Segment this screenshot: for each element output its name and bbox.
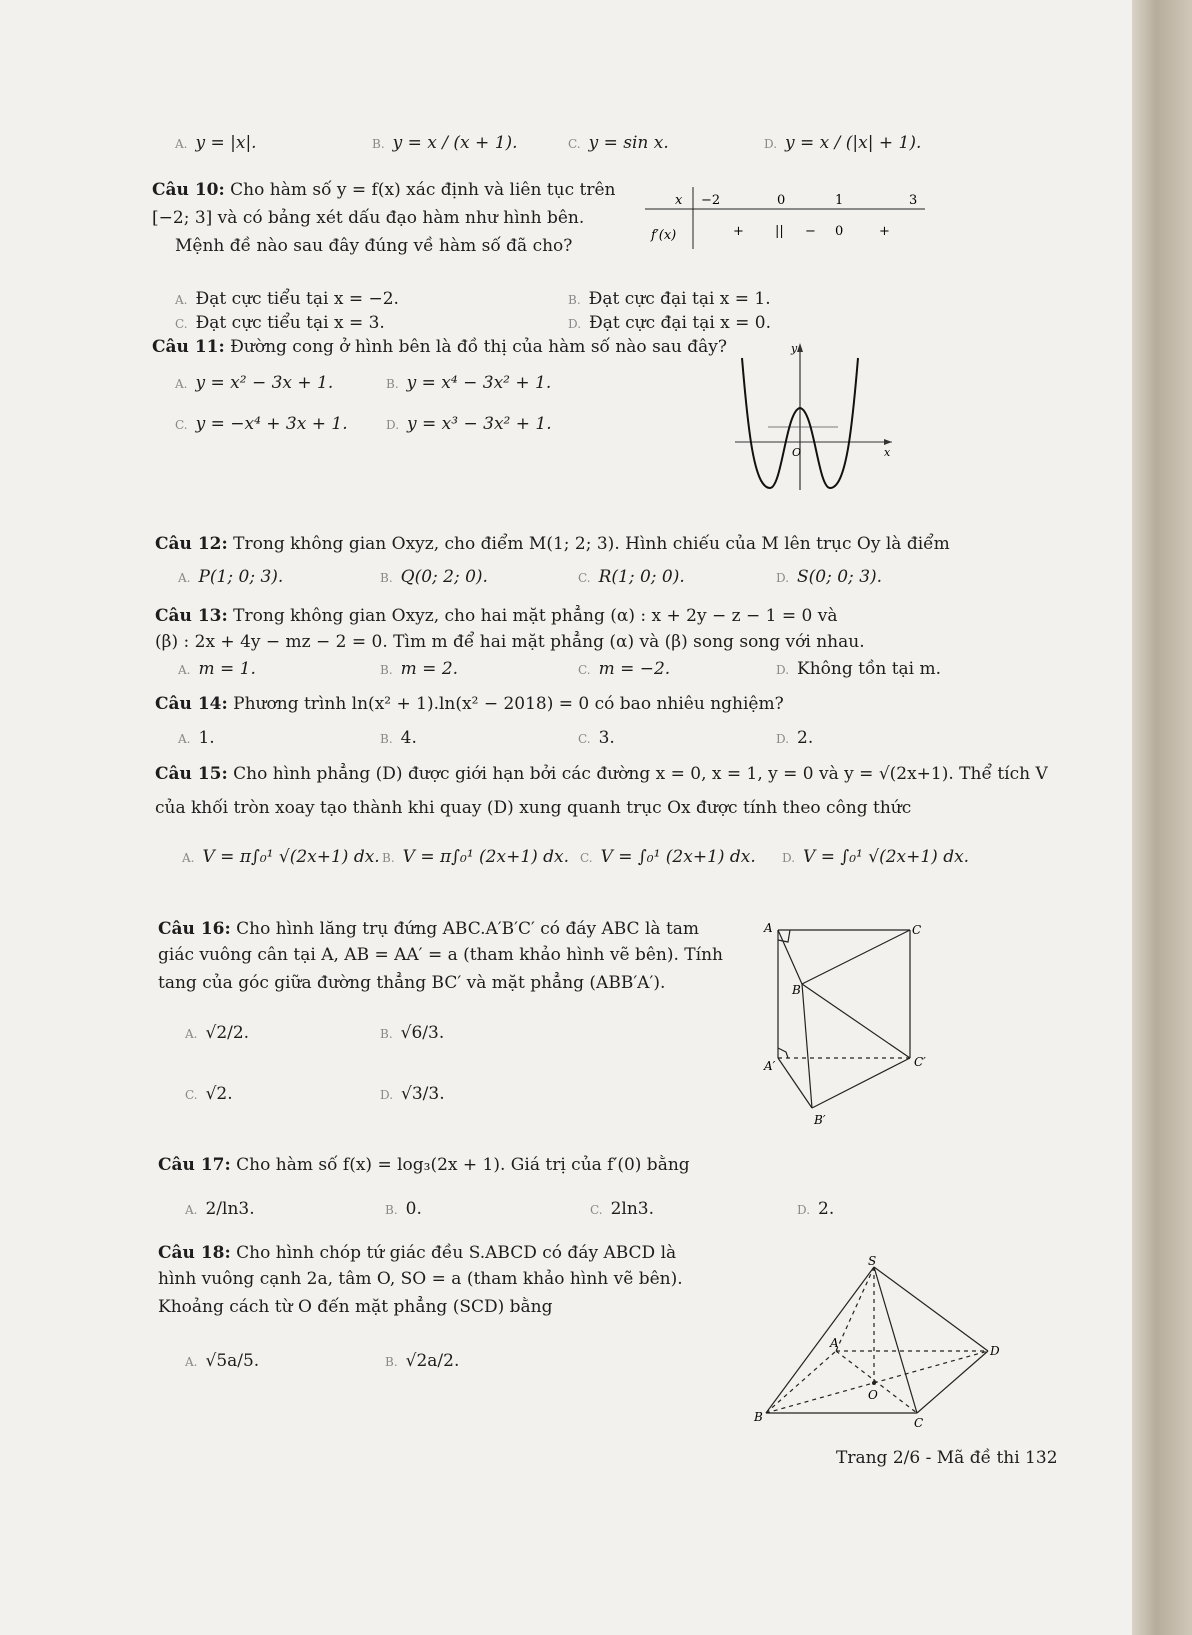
q17-option-a: A. 2/ln3. xyxy=(185,1199,255,1219)
table-x1: −2 xyxy=(701,193,721,208)
table-sign5: + xyxy=(879,224,890,239)
q18-option-b: B. √2a/2. xyxy=(385,1351,460,1371)
q11-option-b: B. y = x⁴ − 3x² + 1. xyxy=(386,373,552,393)
q17-option-d: D. 2. xyxy=(797,1199,835,1219)
q18-option-a: A. √5a/5. xyxy=(185,1351,260,1371)
q10-option-d: D. Đạt cực đại tại x = 0. xyxy=(568,313,772,333)
q10-line1: Câu 10: Cho hàm số y = f(x) xác định và liên tục trên xyxy=(152,180,616,200)
y-axis-label: y xyxy=(791,342,798,355)
q13-line2: (β) : 2x + 4y − mz − 2 = 0. Tìm m để hai mặt phẳng (α) và (β) song song với nhau. xyxy=(155,632,865,652)
table-x2: 0 xyxy=(777,193,786,208)
label-B: B xyxy=(792,983,801,997)
origin-label: O xyxy=(792,446,802,459)
table-x3: 1 xyxy=(835,193,844,208)
table-sign1: + xyxy=(733,224,744,239)
q15-option-b: B. V = π∫₀¹ (2x+1) dx. xyxy=(382,847,570,867)
center-point xyxy=(872,1381,876,1385)
label-A1: A′ xyxy=(764,1059,776,1073)
q13-option-d: D. Không tồn tại m. xyxy=(776,659,942,679)
label-S: S xyxy=(868,1255,877,1268)
q11-stem: Câu 11: Đường cong ở hình bên là đồ thị của hàm số nào sau đây? xyxy=(152,337,728,357)
paper-edge xyxy=(1132,0,1192,1635)
q13-option-b: B. m = 2. xyxy=(380,659,459,679)
q10-option-a: A. Đạt cực tiểu tại x = −2. xyxy=(175,289,399,309)
q12-option-c: C. R(1; 0; 0). xyxy=(578,567,685,587)
q14-option-a: A. 1. xyxy=(178,728,215,748)
q12-option-d: D. S(0; 0; 3). xyxy=(776,567,883,587)
q15-option-a: A. V = π∫₀¹ √(2x+1) dx. xyxy=(182,847,380,867)
table-sign3: − xyxy=(805,224,816,239)
q11-option-a: A. y = x² − 3x + 1. xyxy=(175,373,334,393)
label-C: C xyxy=(914,1416,924,1430)
q10-line3: Mệnh đề nào sau đây đúng về hàm số đã cho? xyxy=(175,236,573,256)
x-axis-arrow-icon xyxy=(884,439,892,445)
q11-graph xyxy=(730,340,900,500)
page-footer: Trang 2/6 - Mã đề thi 132 xyxy=(836,1448,1058,1468)
table-sign2: || xyxy=(775,224,784,239)
x-axis-label: x xyxy=(884,446,891,459)
q16-line1: Câu 16: Cho hình lăng trụ đứng ABC.A′B′C′ có đáy ABC là tam xyxy=(158,919,700,939)
q10-sign-table xyxy=(645,185,935,255)
q13-line1: Câu 13: Trong không gian Oxyz, cho hai mặt phẳng (α) : x + 2y − z − 1 = 0 và xyxy=(155,606,838,626)
q13-option-a: A. m = 1. xyxy=(178,659,256,679)
q12-option-a: A. P(1; 0; 3). xyxy=(178,567,284,587)
q12-option-b: B. Q(0; 2; 0). xyxy=(380,567,488,587)
q9-option-c: C. y = sin x. xyxy=(568,133,669,153)
q15-option-d: D. V = ∫₀¹ √(2x+1) dx. xyxy=(782,847,970,867)
label-C1: C′ xyxy=(914,1055,926,1069)
q14-option-c: C. 3. xyxy=(578,728,615,748)
q15-line2: của khối tròn xoay tạo thành khi quay (D) xung quanh trục Ox được tính theo công thức xyxy=(155,798,912,818)
q18-pyramid-figure xyxy=(752,1255,1012,1440)
table-x4: 3 xyxy=(909,193,918,208)
label-A: A xyxy=(764,921,773,935)
q9-option-a: A. y = |x|. xyxy=(175,133,257,153)
q9-option-d: D. y = x / (|x| + 1). xyxy=(764,133,922,153)
q18-line2: hình vuông cạnh 2a, tâm O, SO = a (tham khảo hình vẽ bên). xyxy=(158,1269,683,1289)
q11-option-d: D. y = x³ − 3x² + 1. xyxy=(386,414,552,434)
q10-line2: [−2; 3] và có bảng xét dấu đạo hàm như hình bên. xyxy=(152,208,585,228)
q15-option-c: C. V = ∫₀¹ (2x+1) dx. xyxy=(580,847,756,867)
q16-line3: tang của góc giữa đường thẳng BC′ và mặt phẳng (ABB′A′). xyxy=(158,973,666,993)
label-A: A xyxy=(830,1336,839,1350)
q16-option-b: B. √6/3. xyxy=(380,1023,445,1043)
q15-line1: Câu 15: Cho hình phẳng (D) được giới hạn bởi các đường x = 0, x = 1, y = 0 và y = √(2x+1). Thể tích V xyxy=(155,764,1048,784)
q13-option-c: C. m = −2. xyxy=(578,659,671,679)
q10-option-b: B. Đạt cực đại tại x = 1. xyxy=(568,289,771,309)
q16-option-a: A. √2/2. xyxy=(185,1023,250,1043)
q18-line1: Câu 18: Cho hình chóp tứ giác đều S.ABCD có đáy ABCD là xyxy=(158,1243,677,1263)
q16-option-c: C. √2. xyxy=(185,1084,233,1104)
q9-option-b: B. y = x / (x + 1). xyxy=(372,133,518,153)
label-C: C xyxy=(912,923,922,937)
q18-line3: Khoảng cách từ O đến mặt phẳng (SCD) bằng xyxy=(158,1297,553,1317)
label-B1: B′ xyxy=(814,1113,826,1127)
q16-line2: giác vuông cân tại A, AB = AA′ = a (tham khảo hình vẽ bên). Tính xyxy=(158,945,723,965)
q10-option-c: C. Đạt cực tiểu tại x = 3. xyxy=(175,313,385,333)
q11-option-c: C. y = −x⁴ + 3x + 1. xyxy=(175,414,348,434)
q16-prism-figure xyxy=(760,918,940,1138)
q17-stem: Câu 17: Cho hàm số f(x) = log₃(2x + 1). Giá trị của f′(0) bằng xyxy=(158,1155,690,1175)
q17-option-c: C. 2ln3. xyxy=(590,1199,654,1219)
table-row1-label: x xyxy=(675,193,683,208)
table-sign4: 0 xyxy=(835,224,844,239)
label-B: B xyxy=(754,1410,763,1424)
label-O: O xyxy=(868,1388,878,1402)
label-D: D xyxy=(990,1344,1000,1358)
q14-option-b: B. 4. xyxy=(380,728,417,748)
q14-option-d: D. 2. xyxy=(776,728,814,748)
y-axis-arrow-icon xyxy=(797,343,803,352)
q17-option-b: B. 0. xyxy=(385,1199,422,1219)
q12-stem: Câu 12: Trong không gian Oxyz, cho điểm M(1; 2; 3). Hình chiếu của M lên trục Oy là điểm xyxy=(155,534,950,554)
q16-option-d: D. √3/3. xyxy=(380,1084,445,1104)
q14-stem: Câu 14: Phương trình ln(x² + 1).ln(x² − 2018) = 0 có bao nhiêu nghiệm? xyxy=(155,694,784,714)
table-row2-label: f′(x) xyxy=(651,228,677,243)
